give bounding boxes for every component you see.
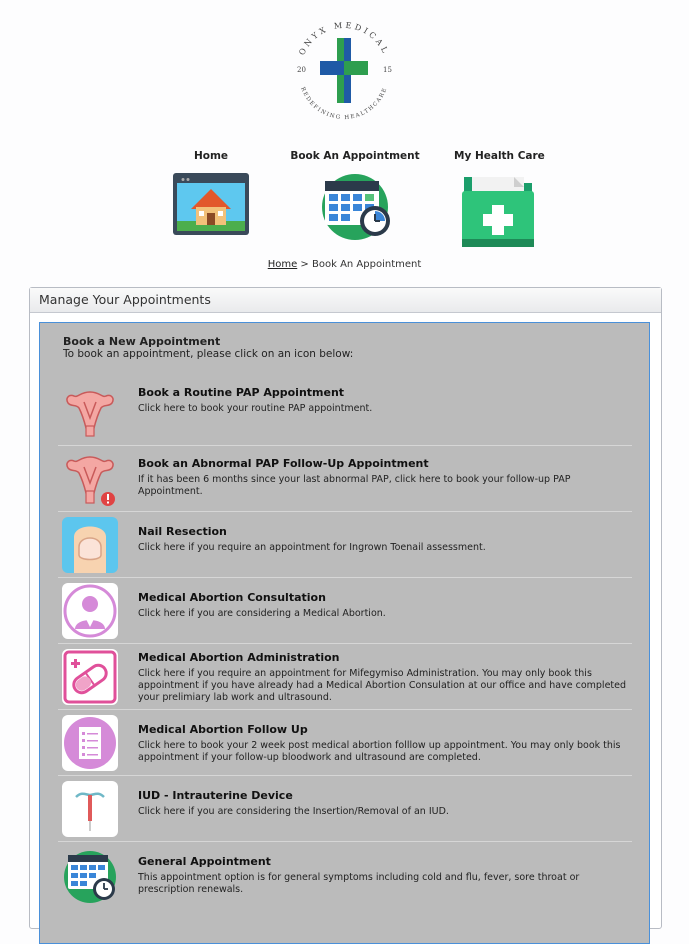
- appointment-title: Nail Resection: [138, 525, 227, 538]
- appointments-list-container: [39, 322, 650, 944]
- appointment-desc: This appointment option is for general symptoms including cold and flu, fever, sore throat or prescription renewals.: [138, 872, 580, 895]
- intro: [63, 335, 353, 360]
- svg-text:15: 15: [383, 66, 392, 74]
- pill-icon: [62, 649, 118, 705]
- house-icon: [171, 171, 251, 237]
- appointment-title: Book an Abnormal PAP Follow-Up Appointment: [138, 457, 429, 470]
- appointment-iud[interactable]: [58, 776, 632, 842]
- appointment-routine-pap[interactable]: [58, 377, 632, 443]
- uterus-icon: [62, 382, 118, 438]
- intro-heading: Book a New Appointment: [63, 335, 221, 348]
- breadcrumb-home-link[interactable]: Home: [267, 259, 298, 270]
- appointment-abortion-consultation[interactable]: [58, 578, 632, 644]
- svg-text:20: 20: [297, 66, 306, 74]
- main-nav: [0, 149, 689, 249]
- appointment-desc: Click here if you are considering a Medical Abortion.: [138, 608, 386, 619]
- appointment-abnormal-pap[interactable]: [58, 446, 632, 512]
- appointment-desc: Click here to book your 2 week post medical abortion folllow up appointment. You may only book this appointment if your follow-up bloodwork and ultrasound are completed.: [138, 740, 621, 763]
- panel-title: Manage Your Appointments: [30, 288, 661, 313]
- appointment-title: IUD - Intrauterine Device: [138, 789, 293, 802]
- onyx-medical-logo: [287, 14, 401, 128]
- appointment-title: Medical Abortion Administration: [138, 651, 340, 664]
- nav-book-appointment[interactable]: Book An Appointment: [290, 149, 420, 241]
- calendar-clock-icon: [315, 171, 395, 241]
- doctor-icon: [62, 583, 118, 639]
- uterus-alert-icon: [62, 451, 118, 507]
- svg-text:ONYX MEDICAL: ONYX MEDICAL: [297, 20, 391, 57]
- breadcrumb-separator: >: [297, 259, 312, 270]
- appointment-desc: Click here if you are considering the Insertion/Removal of an IUD.: [138, 806, 449, 817]
- appointment-abortion-administration[interactable]: [58, 644, 632, 710]
- intro-text: To book an appointment, please click on an icon below:: [63, 348, 354, 360]
- appointment-desc: Click here if you require an appointment for Mifegymiso Administration. You may only book this appointment if you have already had a Medical Abortion Consulation at our office and have completed your prelimiary lab work and ultrasound.: [138, 668, 627, 703]
- appointment-title: Medical Abortion Follow Up: [138, 723, 308, 736]
- appointment-title: General Appointment: [138, 855, 271, 868]
- iud-icon: [62, 781, 118, 837]
- appointment-desc: Click here if you require an appointment for Ingrown Toenail assessment.: [138, 542, 486, 553]
- appointment-title: Medical Abortion Consultation: [138, 591, 326, 604]
- medical-folder-icon: [458, 171, 538, 251]
- appointment-general[interactable]: [58, 842, 632, 908]
- calendar-clock-icon: [62, 847, 118, 903]
- appointments-panel: [29, 287, 662, 929]
- checklist-icon: [62, 715, 118, 771]
- svg-text:REDEFINING HEALTHCARE: REDEFINING HEALTHCARE: [299, 86, 389, 122]
- appointment-desc: If it has been 6 months since your last abnormal PAP, click here to book your follow-up PAP Appointment.: [138, 474, 571, 497]
- toenail-icon: [62, 517, 118, 573]
- appointment-title: Book a Routine PAP Appointment: [138, 386, 345, 399]
- appointment-desc: Click here to book your routine PAP appointment.: [138, 403, 373, 414]
- appointment-abortion-follow-up[interactable]: [58, 710, 632, 776]
- nav-my-health-care[interactable]: My Health Care: [454, 149, 542, 251]
- breadcrumb-current: Book An Appointment: [312, 259, 422, 270]
- appointment-nail-resection[interactable]: [58, 512, 632, 578]
- nav-home[interactable]: Home: [170, 149, 252, 237]
- breadcrumb: [0, 259, 689, 270]
